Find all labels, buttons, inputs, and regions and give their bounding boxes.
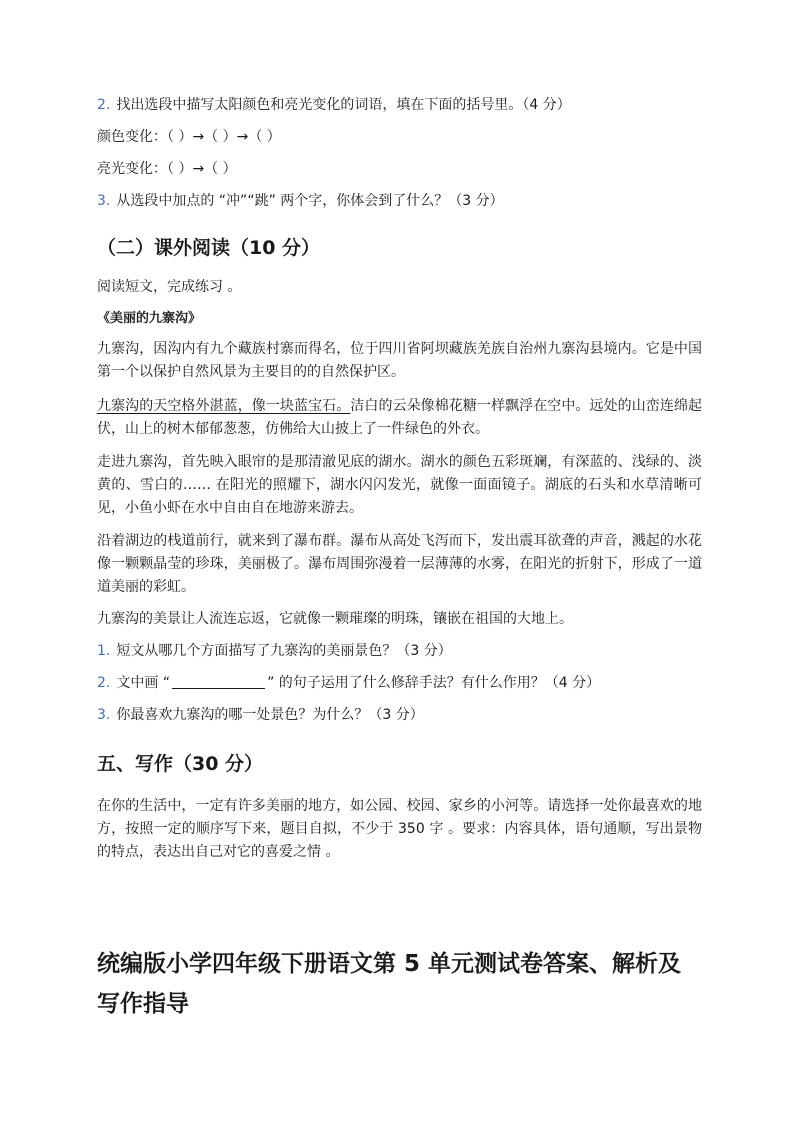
reading-question-2	[97, 673, 702, 693]
article-paragraph-4: 沿着湖边的栈道前行，就来到了瀑布群。瀑布从高处飞泻而下，发出震耳欲聋的声音，溅起的水花像一颗颗晶莹的珍珠，美丽极了。瀑布周围弥漫着一层薄薄的水雾，在阳光的折射下，形成了一道道美丽的彩虹。	[97, 533, 702, 595]
question-text-after: ” 的句子运用了什么修辞手法？有什么作用？（4 分）	[267, 675, 601, 691]
article-title: 《美丽的九寨沟》	[97, 311, 202, 326]
section-heading-extracurricular: （二）课外阅读（10 分）	[97, 237, 321, 259]
paragraph-text: 洁白的云朵像棉花糖一样飘浮在空中。远处的山峦连绵起伏，山上的树木郁郁葱葱，仿佛给大山披上了一件绿色的外衣。	[97, 398, 703, 437]
article-paragraph-3: 走进九寨沟，首先映入眼帘的是那清澈见底的湖水。湖水的颜色五彩斑斓，有深蓝的、浅绿的、淡黄的、雪白的…… 在阳光的照耀下，湖水闪闪发光，就像一面面镜子。湖底的石头和水草清晰可见，小鱼小虾在水中自由自在地游来游去。	[97, 454, 702, 516]
question-text: 从选段中加点的 “冲”“跳” 两个字，你体会到了什么？（3 分）	[116, 193, 504, 209]
question-number: 1.	[97, 643, 111, 659]
writing-prompt: 在你的生活中，一定有许多美丽的地方，如公园、校园、家乡的小河等。请选择一处你最喜欢的地方，按照一定的顺序写下来，题目自拟，不少于 350 字 。要求：内容具体，语句通顺，写出景物的特点，表达出自己对它的喜爱之情 。	[97, 798, 702, 860]
article-paragraph-1: 九寨沟，因沟内有九个藏族村寨而得名，位于四川省阿坝藏族羌族自治州九寨沟县境内。它是中国第一个以保护自然风景为主要目的的自然保护区。	[97, 341, 702, 380]
light-change-line: 亮光变化：（ ）→（ ）	[97, 161, 237, 177]
reading-question-1	[97, 641, 702, 661]
question-2	[97, 95, 702, 115]
article-paragraph-5: 九寨沟的美景让人流连忘返，它就像一颗璀璨的明珠，镶嵌在祖国的大地上。	[97, 611, 573, 627]
question-text: 找出选段中描写太阳颜色和亮光变化的词语，填在下面的括号里。（4 分）	[116, 97, 571, 113]
question-number: 3.	[97, 193, 111, 209]
section-heading-writing: 五、写作（30 分）	[97, 753, 264, 775]
answer-key-title: 统编版小学四年级下册语文第 5 单元测试卷答案、解析及写作指导	[97, 951, 682, 1017]
question-3	[97, 191, 702, 211]
question-number: 2.	[97, 97, 111, 113]
question-text-before: 文中画 “	[116, 675, 171, 691]
question-text: 短文从哪几个方面描写了九寨沟的美丽景色？（3 分）	[116, 643, 452, 659]
article-paragraph-2	[97, 395, 702, 441]
reading-question-3	[97, 705, 702, 725]
answer-blank[interactable]	[172, 674, 265, 689]
question-number: 3.	[97, 707, 111, 723]
reading-instruction: 阅读短文，完成练习 。	[97, 279, 242, 295]
question-number: 2.	[97, 675, 111, 691]
underlined-sentence: 九寨沟的天空格外湛蓝，像一块蓝宝石。	[97, 398, 351, 414]
color-change-line: 颜色变化：（ ）→（ ）→（ ）	[97, 129, 281, 145]
question-text: 你最喜欢九寨沟的哪一处景色？为什么？（3 分）	[116, 707, 424, 723]
